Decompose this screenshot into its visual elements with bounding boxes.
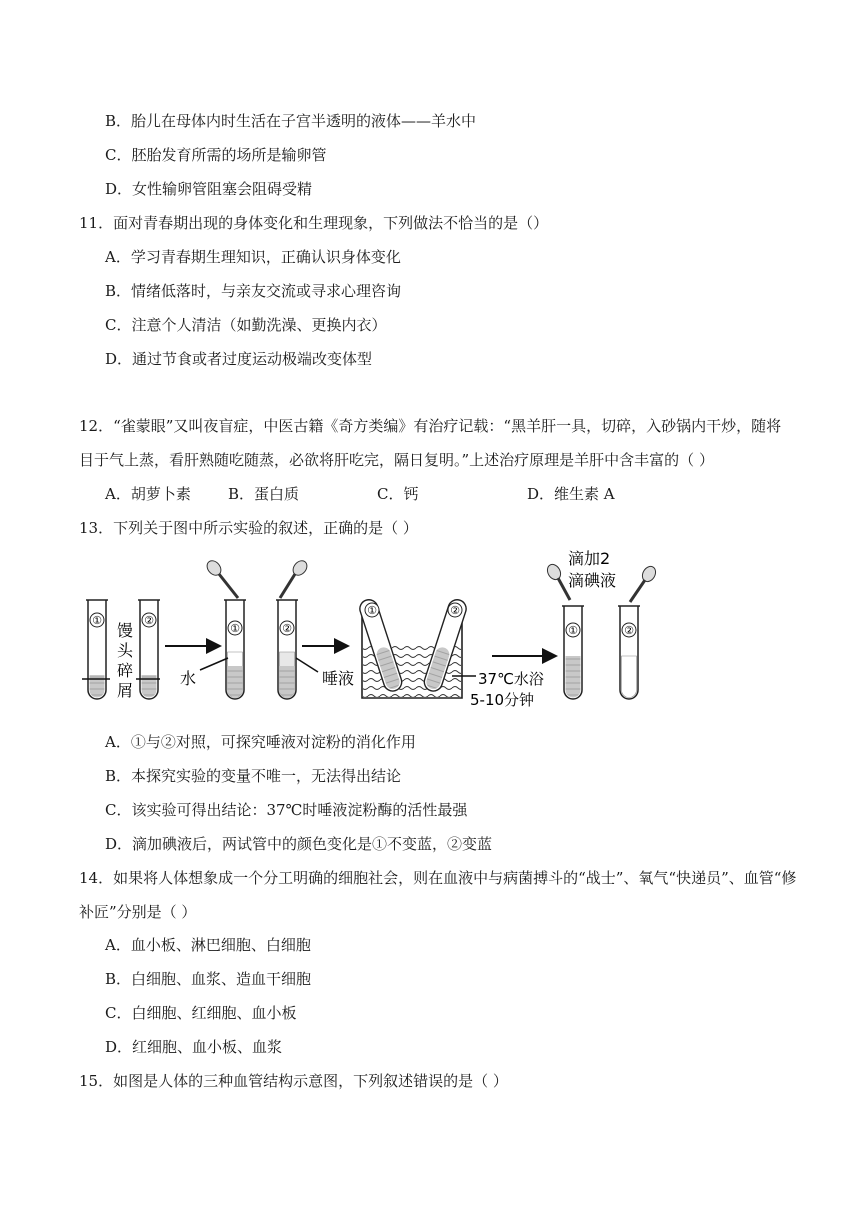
q11-stem: 11．面对青春期出现的身体变化和生理现象，下列做法不恰当的是（） <box>79 214 549 232</box>
fig-mantou-1: 馒 <box>116 621 134 640</box>
fig-bath-time: 5-10分钟 <box>470 691 535 709</box>
fig-tube2-label-d: ② <box>624 624 634 637</box>
dropper-icon <box>630 564 658 602</box>
q12-option-b: B．蛋白质 <box>228 485 300 503</box>
fig-tube1-label-c: ① <box>367 604 377 617</box>
dropper-icon <box>204 558 238 598</box>
q15-stem: 15．如图是人体的三种血管结构示意图，下列叙述错误的是（ ） <box>79 1072 508 1090</box>
q11-option-b: B．情绪低落时，与亲友交流或寻求心理咨询 <box>105 282 402 300</box>
q14-option-b: B．白细胞、血浆、造血干细胞 <box>105 970 312 988</box>
q12-stem-line1: 12．“雀蒙眼”又叫夜盲症，中医古籍《奇方类编》有治疗记载：“黑羊肝一具，切碎，入砂锅内干炒，随将 <box>79 417 782 435</box>
q13-option-a: A．①与②对照，可探究唾液对淀粉的消化作用 <box>105 733 416 751</box>
q14-stem-line1: 14．如果将人体想象成一个分工明确的细胞社会，则在血液中与病菌搏斗的“战士”、氧气“快递员”、血管“修 <box>79 869 797 887</box>
q13-option-d: D．滴加碘液后，两试管中的颜色变化是①不变蓝，②变蓝 <box>105 835 493 853</box>
q13-stem: 13．下列关于图中所示实验的叙述，正确的是（ ） <box>79 519 418 537</box>
fig-tube2-label-a: ② <box>144 614 154 627</box>
fig-tube1-label-b: ① <box>230 622 240 635</box>
fig-tube1-label-d: ① <box>568 624 578 637</box>
q12-option-d: D．维生素 A <box>527 485 615 503</box>
fig-iodine-line1: 滴加2 <box>568 549 611 568</box>
q12-option-c: C．钙 <box>377 485 419 503</box>
q14-stem-line2: 补匠”分别是（ ） <box>79 903 197 921</box>
fig-mantou-3: 碎 <box>116 661 134 680</box>
q13-option-b: B．本探究实验的变量不唯一，无法得出结论 <box>105 767 402 785</box>
q13-option-c: C．该实验可得出结论：37℃时唾液淀粉酶的活性最强 <box>105 801 468 819</box>
fig-iodine-line2: 滴碘液 <box>568 571 617 590</box>
dropper-icon <box>280 558 310 598</box>
experiment-figure <box>80 548 680 713</box>
q10-option-b: B．胎儿在母体内时生活在子宫半透明的液体——羊水中 <box>105 112 477 130</box>
fig-tube1-label-a: ① <box>92 614 102 627</box>
dropper-icon <box>545 562 570 600</box>
q11-option-a: A．学习青春期生理知识，正确认识身体变化 <box>105 248 401 266</box>
stage2-tube-2 <box>276 600 298 699</box>
q14-option-c: C．白细胞、红细胞、血小板 <box>105 1004 297 1022</box>
fig-water-label: 水 <box>180 669 197 688</box>
fig-mantou-4: 屑 <box>116 681 134 700</box>
q11-option-d: D．通过节食或者过度运动极端改变体型 <box>105 350 373 368</box>
fig-mantou-2: 头 <box>116 641 134 660</box>
fig-saliva-label: 唾液 <box>322 669 355 688</box>
fig-tube2-label-c: ② <box>450 604 460 617</box>
q11-option-c: C．注意个人清洁（如勤洗澡、更换内衣） <box>105 316 387 334</box>
q14-option-a: A．血小板、淋巴细胞、白细胞 <box>105 936 311 954</box>
q10-option-c: C．胚胎发育所需的场所是输卵管 <box>105 146 327 164</box>
q10-option-d: D．女性输卵管阻塞会阻碍受精 <box>105 180 313 198</box>
stage2-tube-1 <box>224 600 246 699</box>
stage4-tube-2 <box>618 606 640 699</box>
q12-option-a: A．胡萝卜素 <box>105 485 191 503</box>
fig-bath-temp: 37℃水浴 <box>478 670 544 688</box>
fig-tube2-label-b: ② <box>282 622 292 635</box>
q14-option-d: D．红细胞、血小板、血浆 <box>105 1038 283 1056</box>
stage4-tube-1 <box>562 606 584 699</box>
q12-stem-line2: 目于气上蒸，看肝熟随吃随蒸，必欲将肝吃完，隔日复明。”上述治疗原理是羊肝中含丰富的（ ） <box>79 451 714 469</box>
